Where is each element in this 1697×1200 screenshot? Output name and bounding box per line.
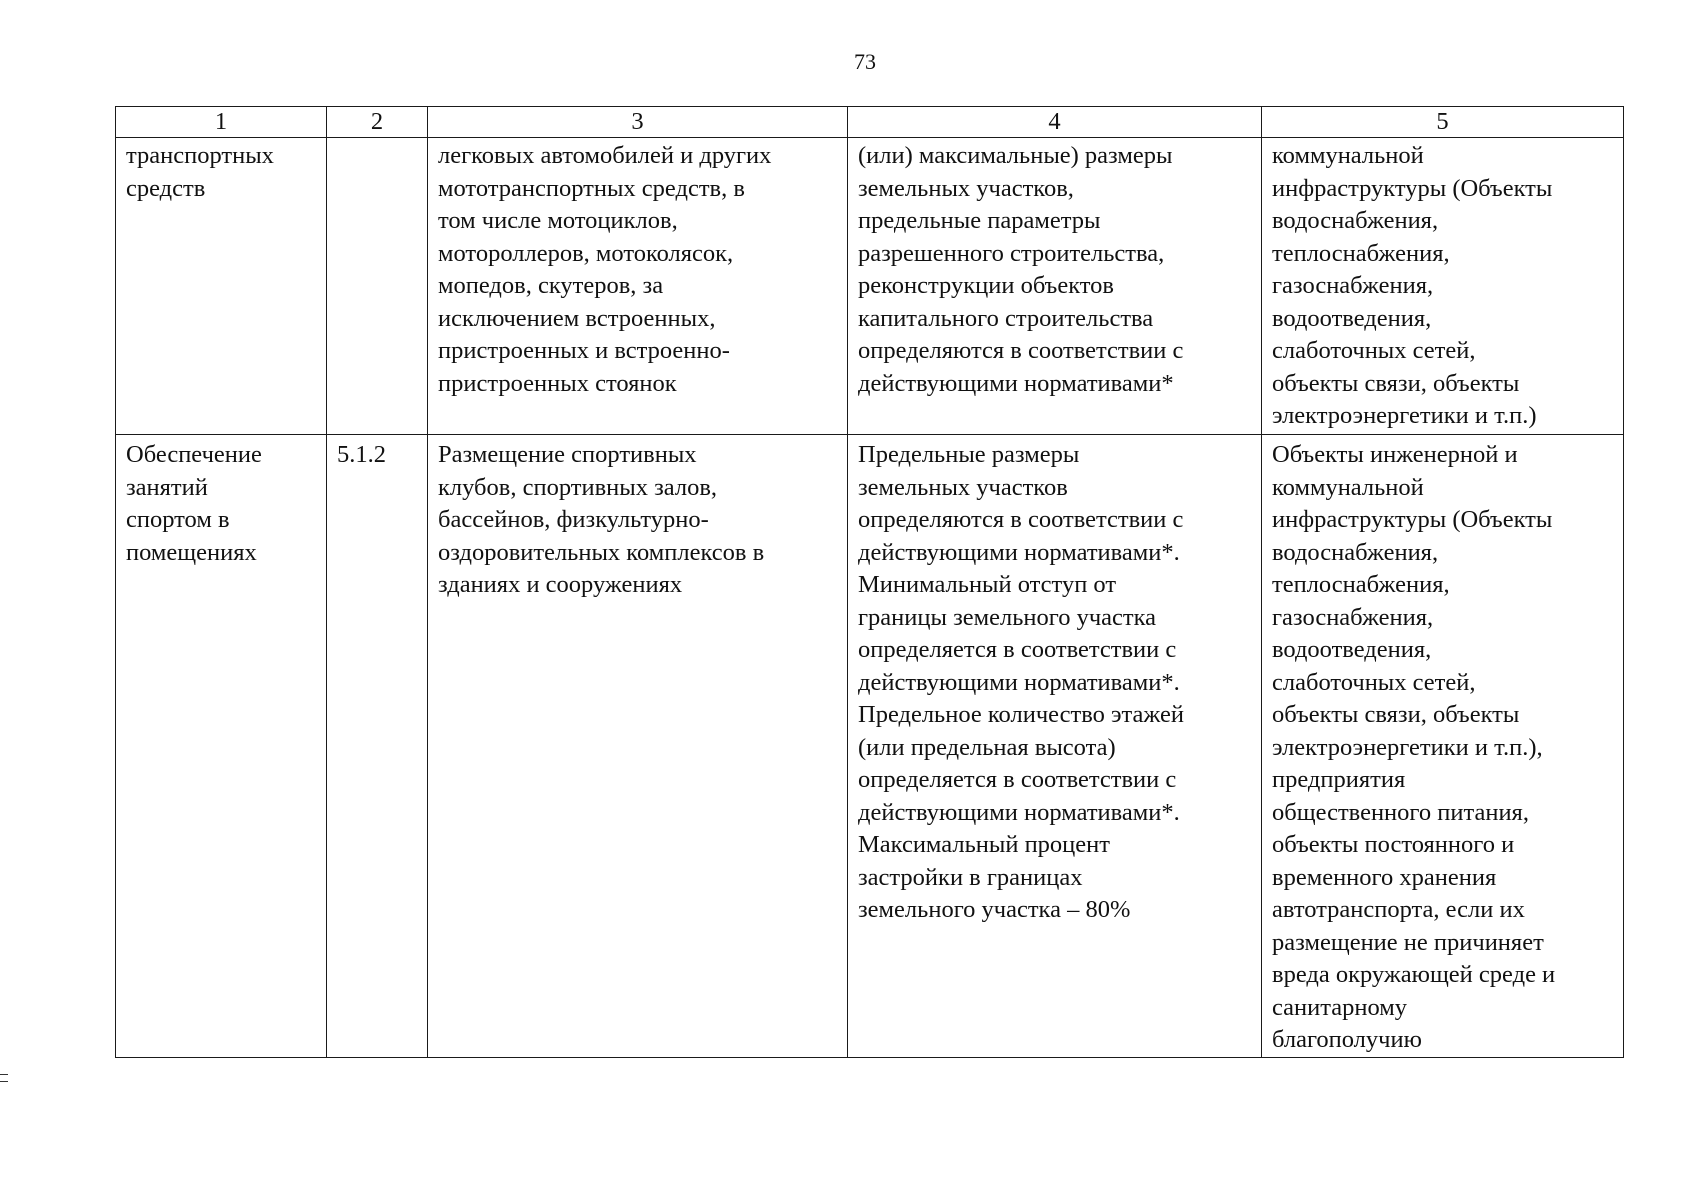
column-header-4: 4 [848,107,1262,138]
cell-use-code: 5.1.2 [327,435,428,1058]
cell-use-name: транспортных средств [116,138,327,435]
scan-margin-mark [0,1074,8,1082]
cell-parameters: (или) максимальные) размеры земельных участков, предельные параметры разрешенного строительства, реконструкции объектов капитального строительства определяются в соответствии с действующими нормативами* [848,138,1262,435]
land-use-table [115,106,1624,1058]
cell-use-description: Размещение спортивных клубов, спортивных залов, бассейнов, физкультурно- оздоровительных комплексов в зданиях и сооружениях [428,435,848,1058]
column-header-3: 3 [428,107,848,138]
header-row [116,107,1624,138]
cell-auxiliary-uses: Объекты инженерной и коммунальной инфраструктуры (Объекты водоснабжения, теплоснабжения, газоснабжения, водоотведения, слаботочных сетей, объекты связи, объекты электроэнергетики и т.п.), предприятия общественного питания, объекты постоянного и временного хранения автотранспорта, если их размещение не причиняет вреда окружающей среде и санитарному благополучию [1262,435,1624,1058]
column-header-2: 2 [327,107,428,138]
cell-use-description: легковых автомобилей и других мототранспортных средств, в том числе мотоциклов, мотороллеров, мотоколясок, мопедов, скутеров, за исключением встроенных, пристроенных и встроенно- пристроенных стоянок [428,138,848,435]
cell-use-name: Обеспечение занятий спортом в помещениях [116,435,327,1058]
column-header-1: 1 [116,107,327,138]
cell-auxiliary-uses: коммунальной инфраструктуры (Объекты водоснабжения, теплоснабжения, газоснабжения, водоотведения, слаботочных сетей, объекты связи, объекты электроэнергетики и т.п.) [1262,138,1624,435]
column-header-5: 5 [1262,107,1624,138]
table-row [116,435,1624,1058]
page-number: 73 [854,49,876,74]
cell-use-code [327,138,428,435]
table-row [116,138,1624,435]
cell-parameters: Предельные размеры земельных участков определяются в соответствии с действующими нормативами*. Минимальный отступ от границы земельного участка определяется в соответствии с действующими нормативами*. Предельное количество этажей (или предельная высота) определяется в соответствии с действующими нормативами*. Максимальный процент застройки в границах земельного участка – 80% [848,435,1262,1058]
